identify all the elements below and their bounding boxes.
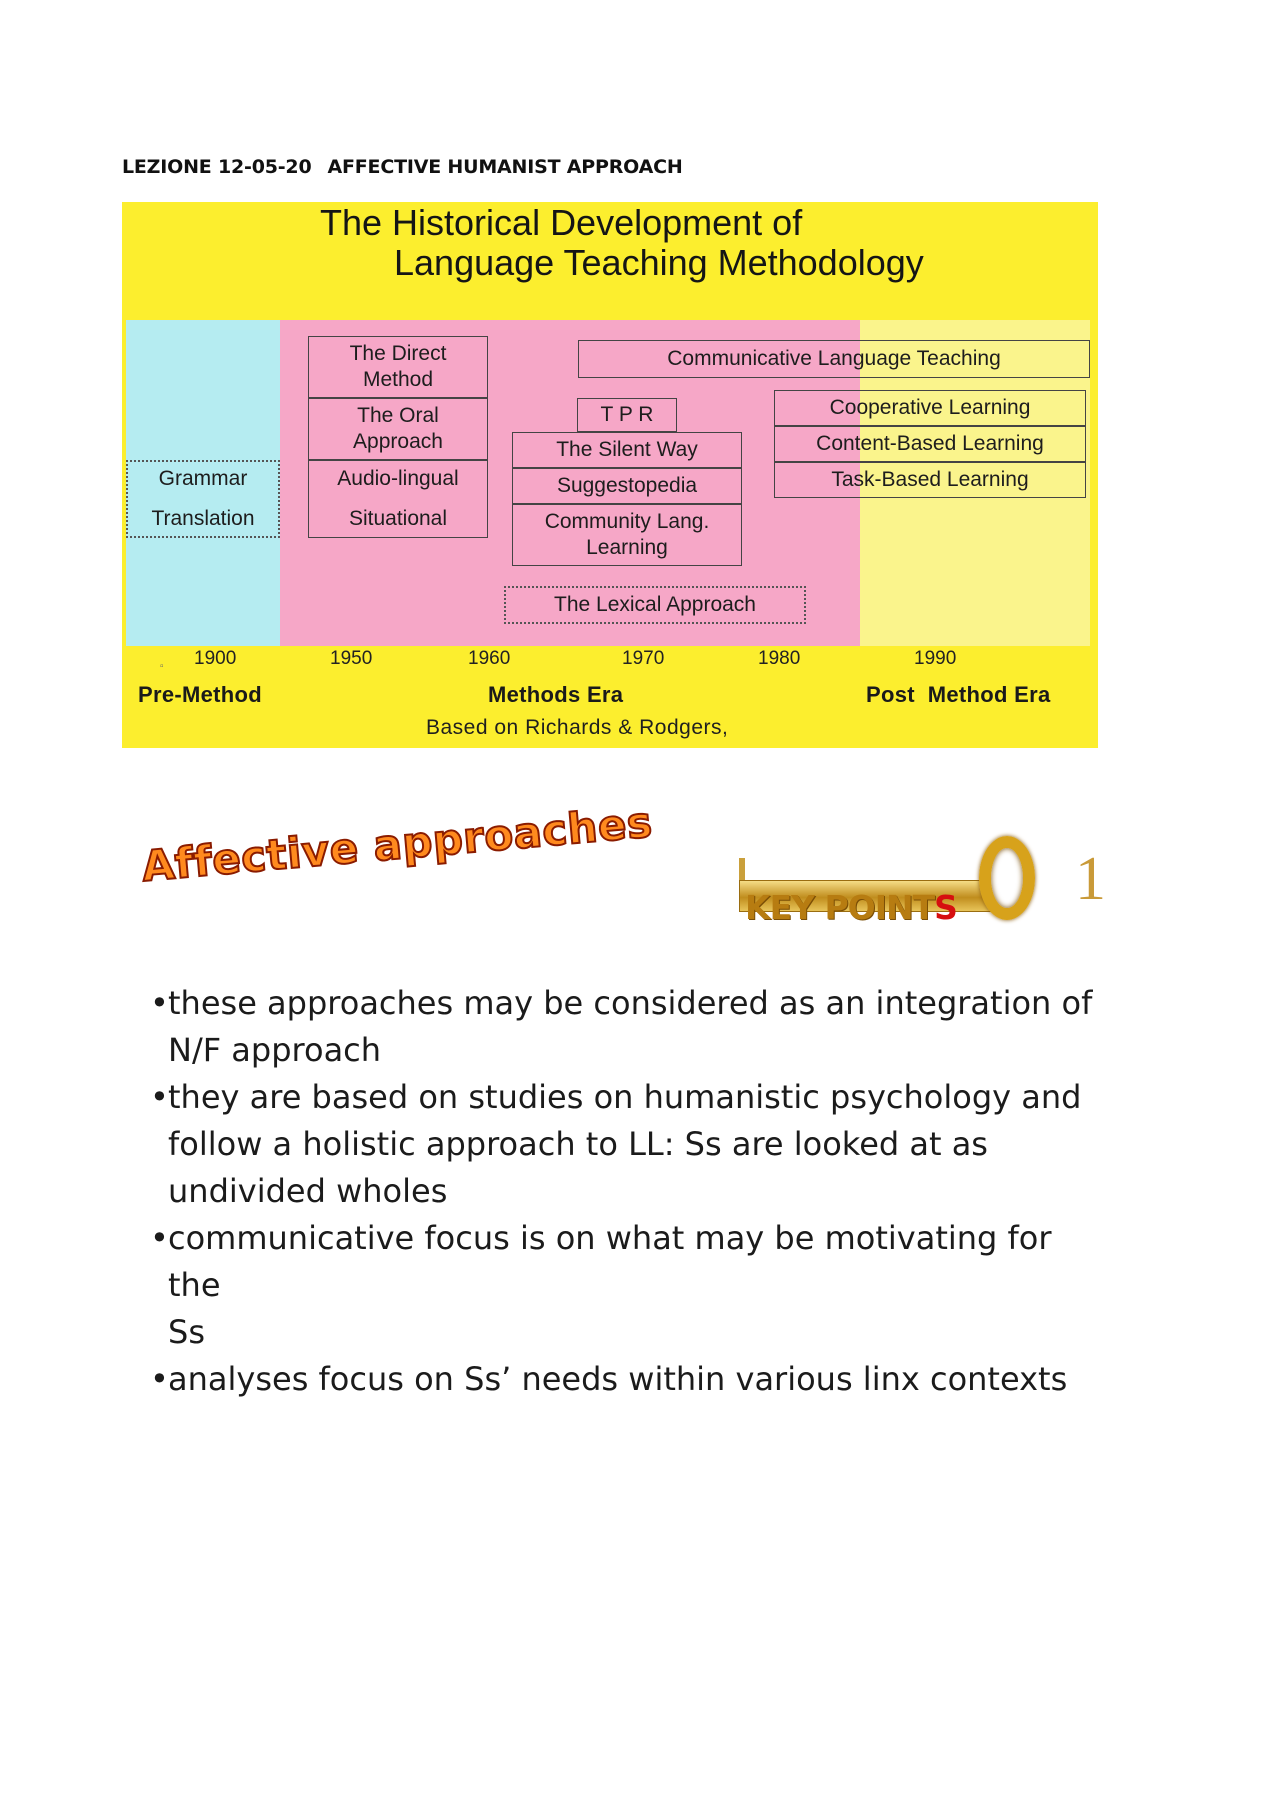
bullet-dot: •	[150, 1360, 169, 1398]
list-item	[150, 1356, 1110, 1403]
bullet-dot: •	[150, 984, 169, 1022]
box-line: The Direct	[349, 341, 447, 365]
bullet-line: N/F approach	[168, 1031, 382, 1069]
box-line: Translation	[151, 507, 255, 530]
box-line: Grammar	[158, 467, 248, 490]
bullet-dot: •	[150, 1219, 169, 1257]
box-line: Audio-lingual	[337, 467, 459, 490]
bullet-line: communicative focus is on what may be motivating for the	[168, 1219, 1052, 1304]
year-label: 1980	[758, 648, 801, 669]
methodology-timeline-figure	[122, 202, 1098, 748]
document-heading	[122, 156, 683, 178]
suggestopedia-box: Suggestopedia	[512, 468, 742, 504]
bullet-line: these approaches may be considered as an integration of	[168, 984, 1093, 1022]
figure-title-line2: Language Teaching Methodology	[394, 242, 924, 283]
bullet-line: follow a holistic approach to LL: Ss are looked at as	[168, 1125, 988, 1163]
box-line: The Oral	[357, 403, 439, 427]
era-pre-method: Pre-Method	[138, 682, 262, 707]
key-label-red-letter: S	[934, 888, 957, 927]
content-based-learning-box: Content-Based Learning	[774, 426, 1086, 462]
bullet-dot: •	[150, 1078, 169, 1116]
era-methods: Methods Era	[488, 682, 624, 707]
heading-date: LEZIONE 12-05-20	[122, 156, 312, 178]
audio-lingual-box	[308, 460, 488, 538]
lexical-approach-box: The Lexical Approach	[504, 586, 806, 624]
year-label: 1950	[330, 648, 373, 669]
box-line: Community Lang.	[544, 509, 710, 533]
figure-title-line1: The Historical Development of	[320, 202, 803, 243]
era-post-method: Post Method Era	[866, 682, 1051, 707]
tiny-mark: ▫	[160, 661, 164, 672]
list-item	[150, 1074, 1110, 1215]
key-points-graphic	[735, 822, 1125, 942]
key-ring-icon	[979, 836, 1035, 920]
bullet-line: they are based on studies on humanistic psychology and	[168, 1078, 1082, 1116]
box-line: Learning	[586, 536, 668, 559]
box-line: Approach	[353, 430, 443, 453]
bullet-line: analyses focus on Ss’ needs within various linx contexts	[168, 1360, 1068, 1398]
cooperative-learning-box: Cooperative Learning	[774, 390, 1086, 426]
year-label: 1900	[194, 648, 237, 669]
community-learning-box	[512, 504, 742, 566]
year-label: 1970	[622, 648, 665, 669]
tpr-box: T P R	[577, 398, 677, 432]
silent-way-box: The Silent Way	[512, 432, 742, 468]
grammar-translation-box	[126, 460, 280, 538]
key-label-text: KEY POINT	[745, 888, 935, 927]
key-points-list	[150, 980, 1110, 1403]
year-label: 1990	[914, 648, 957, 669]
key-point-number: 1	[1075, 845, 1106, 913]
figure-caption: Based on Richards & Rodgers,	[426, 716, 729, 739]
box-line: Situational	[348, 507, 448, 530]
affective-approaches-title: Affective approaches	[139, 797, 655, 891]
list-item	[150, 980, 1110, 1074]
bullet-line: Ss	[168, 1313, 205, 1351]
task-based-learning-box: Task-Based Learning	[774, 462, 1086, 498]
direct-method-box	[308, 336, 488, 398]
oral-approach-box	[308, 398, 488, 460]
key-points-label	[745, 888, 957, 927]
bullet-line: undivided wholes	[168, 1172, 448, 1210]
box-line: Method	[362, 368, 434, 391]
clt-box: Communicative Language Teaching	[578, 340, 1090, 378]
heading-topic: AFFECTIVE HUMANIST APPROACH	[327, 156, 683, 178]
list-item	[150, 1215, 1110, 1356]
year-label: 1960	[468, 648, 511, 669]
